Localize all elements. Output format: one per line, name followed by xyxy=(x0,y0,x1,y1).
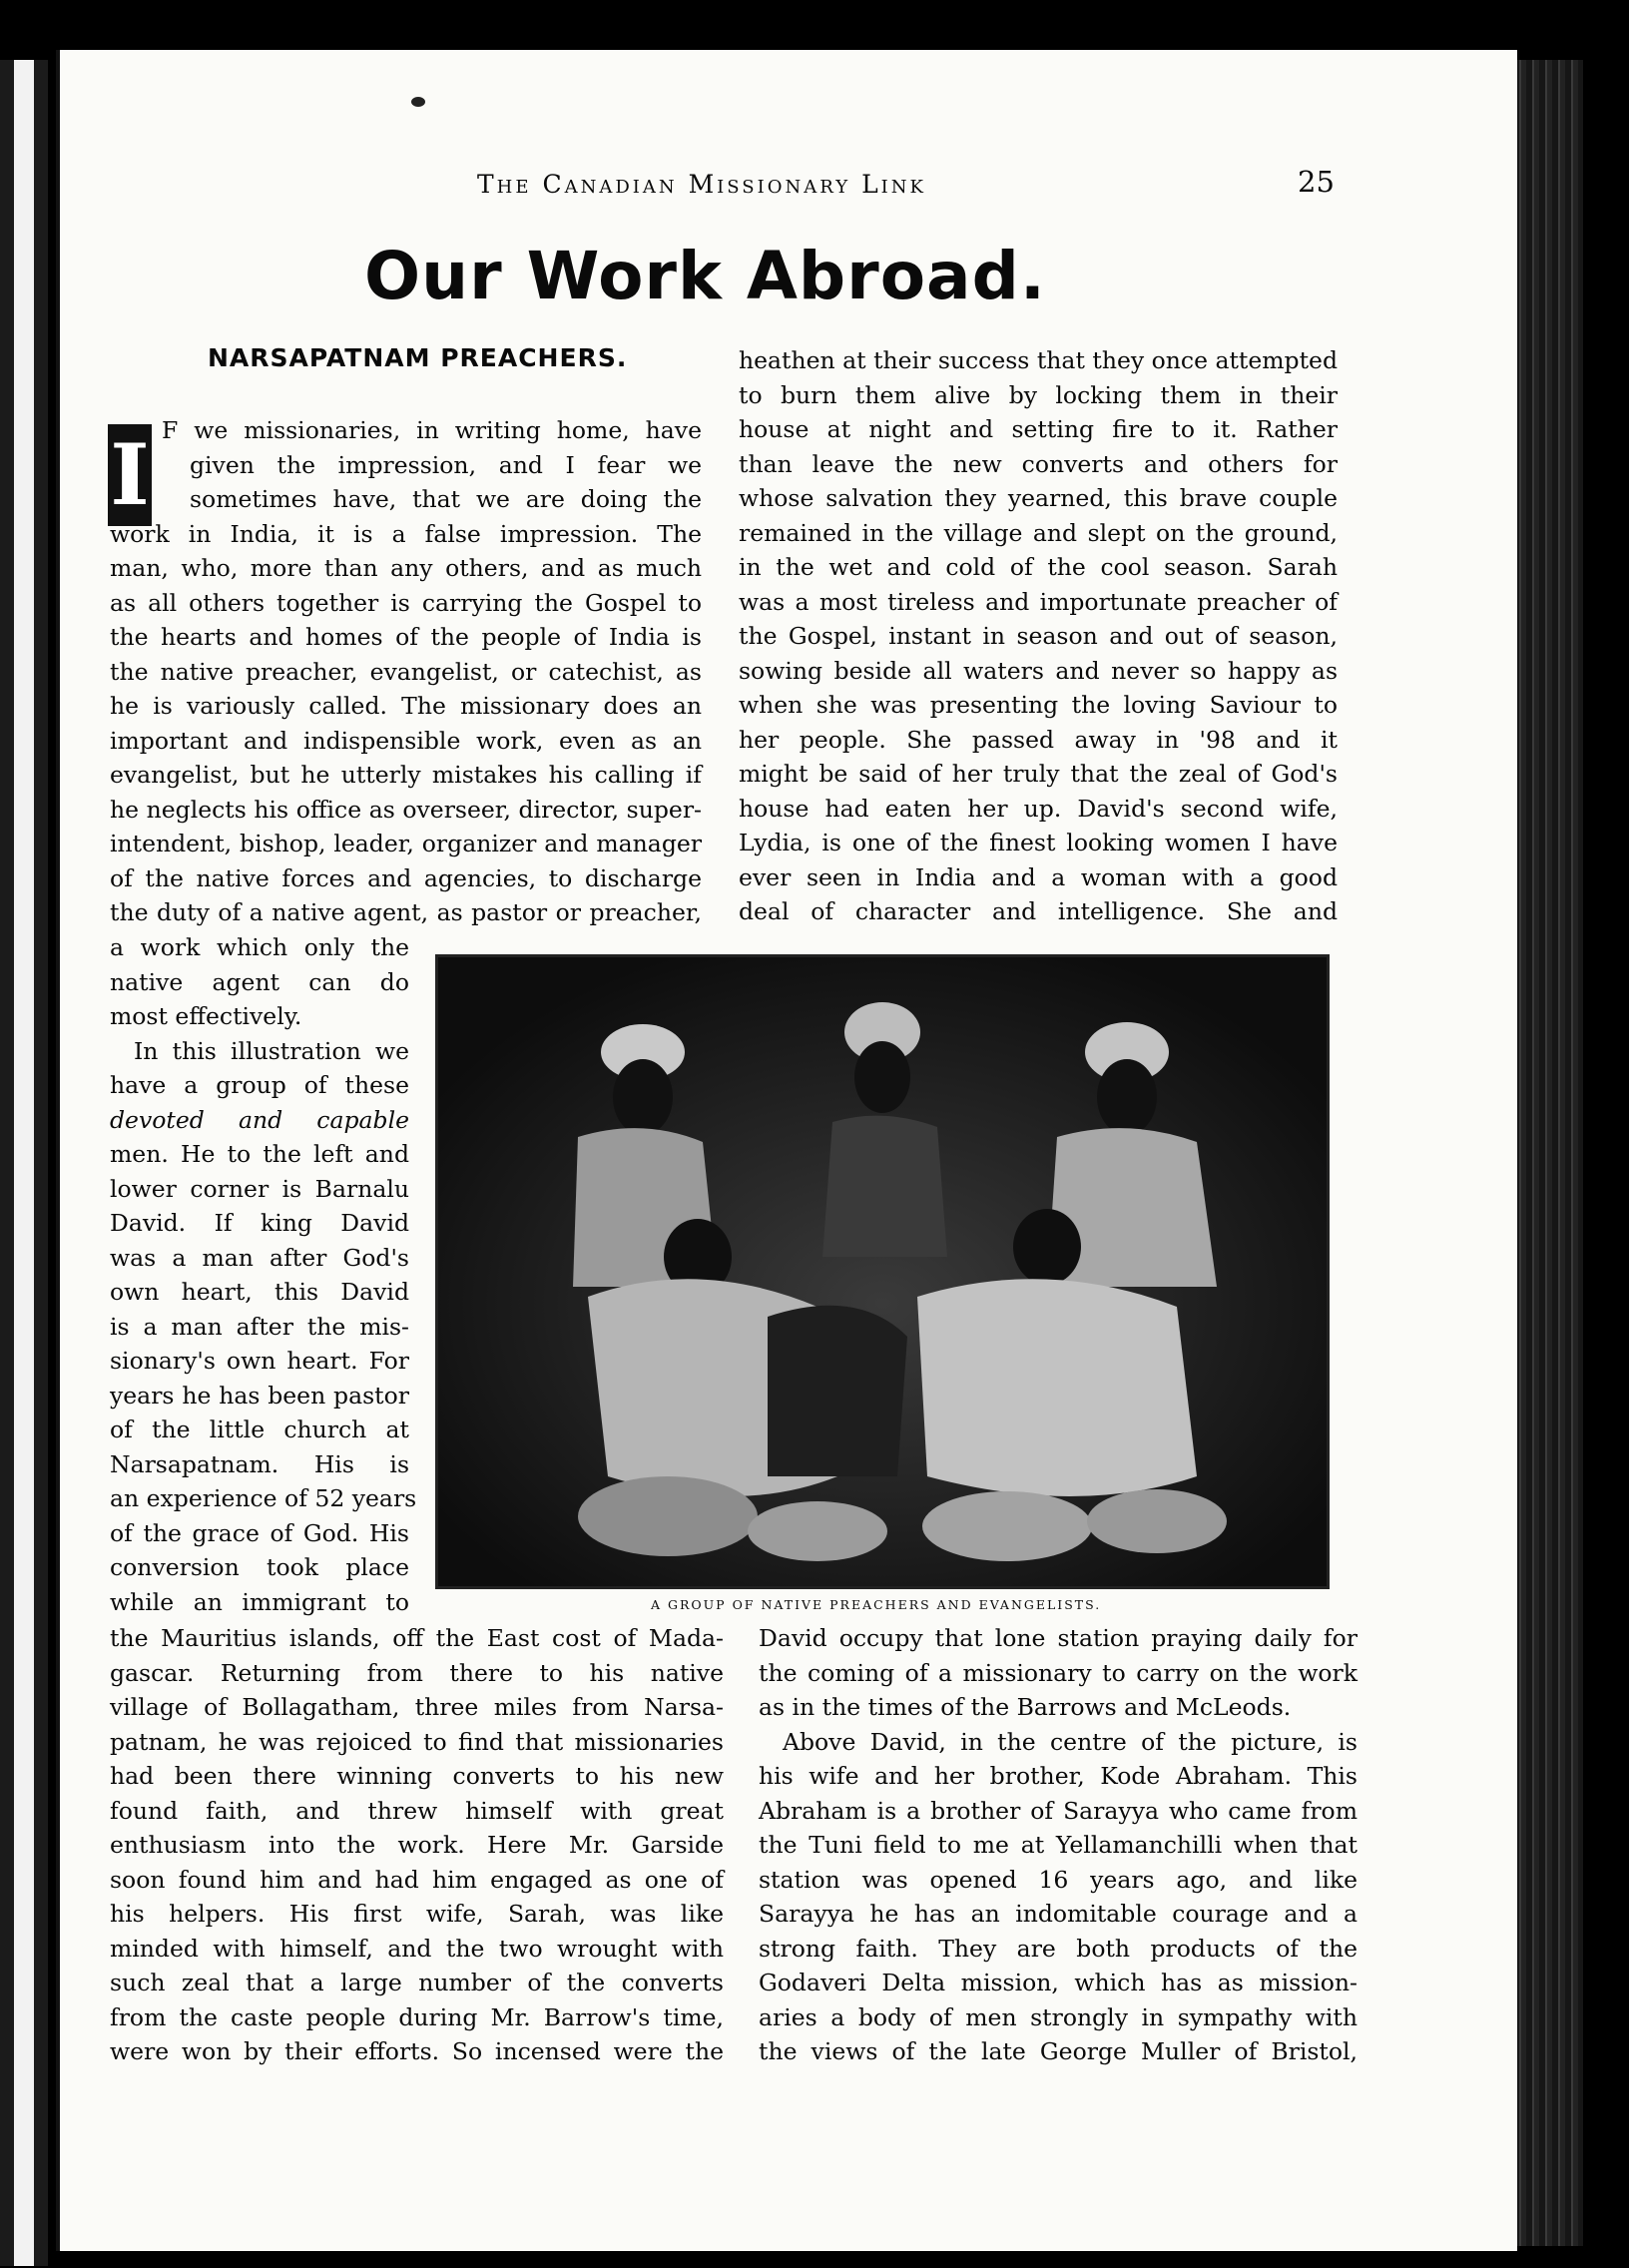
text-line: of the little church at xyxy=(110,1416,409,1443)
text-line: Abraham is a brother of Sarayya who came from xyxy=(759,1796,1358,1825)
text-line: deal of character and intelligence. She and xyxy=(739,897,1338,925)
text-line: years he has been pastor xyxy=(110,1381,409,1410)
facing-page-edge xyxy=(0,60,48,2266)
text-line: men. He to the left and xyxy=(110,1140,409,1168)
text-line: work in India, it is a false impression. The xyxy=(110,519,702,548)
text-line: from the caste people during Mr. Barrow's time, xyxy=(110,2002,724,2031)
text-line: F we missionaries, in writing home, have xyxy=(162,416,702,444)
text-line: In this illustration we xyxy=(134,1036,409,1065)
text-line: patnam, he was rejoiced to find that missionaries xyxy=(110,1727,724,1756)
text-line: was a most tireless and importunate preacher of xyxy=(739,587,1338,616)
text-line: sowing beside all waters and never so happy as xyxy=(739,656,1338,685)
text-line: house had eaten her up. David's second wife, xyxy=(739,794,1338,823)
text-line: soon found him and had him engaged as one of xyxy=(110,1865,724,1894)
text-line: sionary's own heart. For xyxy=(110,1347,409,1375)
left-column-narrow xyxy=(110,930,417,1619)
text-line: in the wet and cold of the cool season. Sarah xyxy=(739,553,1338,581)
text-line: the Mauritius islands, off the East cost of Mada- xyxy=(110,1624,724,1652)
text-line: to burn them alive by locking them in their xyxy=(739,380,1338,409)
text-line: he neglects his office as overseer, director, super- xyxy=(110,795,702,824)
text-line: Lydia, is one of the finest looking women I have xyxy=(739,829,1338,856)
text-line: a work which only the xyxy=(110,933,409,961)
text-line: such zeal that a large number of the converts xyxy=(110,1969,724,1996)
text-line: Sarayya he has an indomitable courage and a xyxy=(759,1900,1358,1928)
text-line: David. If king David xyxy=(110,1209,409,1237)
text-line: lower corner is Barnalu xyxy=(110,1174,409,1203)
text-line: than leave the new converts and others for xyxy=(739,449,1338,478)
text-line: Godaveri Delta mission, which has as mission- xyxy=(759,1969,1358,1996)
article-heading: NARSAPATNAM PREACHERS. xyxy=(208,343,628,372)
text-line: remained in the village and slept on the ground, xyxy=(739,518,1338,547)
text-line: intendent, bishop, leader, organizer and manager xyxy=(110,830,702,857)
text-line: conversion took place xyxy=(110,1553,409,1581)
text-line: important and indispensible work, even as an xyxy=(110,726,702,755)
text-line: the Gospel, instant in season and out of season, xyxy=(739,622,1338,650)
text-line: were won by their efforts. So incensed were the xyxy=(110,2037,724,2065)
text-line: of the grace of God. His xyxy=(110,1518,409,1547)
text-line: might be said of her truly that the zeal of God's xyxy=(739,760,1338,788)
drop-cap: I xyxy=(108,424,152,526)
text-line: Narsapatnam. His is xyxy=(110,1449,409,1478)
text-line: the views of the late George Muller of Bristol, xyxy=(759,2037,1358,2065)
text-line: evangelist, but he utterly mistakes his calling if xyxy=(110,761,702,789)
photo-caption: A GROUP OF NATIVE PREACHERS AND EVANGELISTS. xyxy=(651,1597,1102,1612)
text-line: the Tuni field to me at Yellamanchilli when that xyxy=(759,1831,1358,1859)
text-line: her people. She passed away in '98 and it xyxy=(739,725,1338,754)
text-line: sometimes have, that we are doing the xyxy=(190,485,702,513)
text-line: while an immigrant to xyxy=(110,1587,409,1616)
text-line: Above David, in the centre of the picture, is xyxy=(783,1727,1358,1756)
text-line: ever seen in India and a woman with a good xyxy=(739,862,1338,891)
text-line: as in the times of the Barrows and McLeods. xyxy=(759,1693,1292,1721)
text-line: as all others together is carrying the Gospel to xyxy=(110,588,702,617)
text-line: when she was presenting the loving Saviour to xyxy=(739,691,1338,719)
text-line: have a group of these xyxy=(110,1071,409,1099)
text-line: an experience of 52 years xyxy=(110,1484,417,1512)
text-line: house at night and setting fire to it. Rather xyxy=(739,415,1338,443)
left-column-bottom xyxy=(110,1621,724,2069)
text-line: his helpers. His first wife, Sarah, was like xyxy=(110,1900,724,1928)
text-line: most effectively. xyxy=(110,1002,302,1030)
text-line: man, who, more than any others, and as much xyxy=(110,554,702,582)
text-line: found faith, and threw himself with great xyxy=(110,1796,724,1825)
text-line: strong faith. They are both products of the xyxy=(759,1934,1358,1963)
text-line: was a man after God's xyxy=(110,1243,409,1272)
book-spine-edge xyxy=(1513,60,1583,2246)
text-line: his wife and her brother, Kode Abraham. This xyxy=(759,1762,1358,1790)
ink-smudge xyxy=(409,95,431,109)
text-line: of the native forces and agencies, to discharge xyxy=(110,863,702,892)
text-line: given the impression, and I fear we xyxy=(190,450,702,479)
group-photograph xyxy=(435,954,1330,1589)
text-line: station was opened 16 years ago, and like xyxy=(759,1865,1358,1894)
text-line: the hearts and homes of the people of India is xyxy=(110,623,702,651)
text-line: David occupy that lone station praying daily for xyxy=(759,1624,1358,1652)
text-line: the native preacher, evangelist, or catechist, as xyxy=(110,657,702,686)
right-column-bottom xyxy=(759,1621,1358,2069)
right-column-top xyxy=(739,343,1338,929)
text-line: whose salvation they yearned, this brave couple xyxy=(739,484,1338,512)
running-title: The Canadian Missionary Link xyxy=(477,170,926,199)
page-number: 25 xyxy=(1298,165,1335,199)
text-line: village of Bollagatham, three miles from Narsa- xyxy=(110,1693,724,1721)
text-line: had been there winning converts to his new xyxy=(110,1762,724,1790)
section-title: Our Work Abroad. xyxy=(364,238,1046,314)
text-line: the coming of a missionary to carry on the work xyxy=(759,1658,1358,1687)
text-line: enthusiasm into the work. Here Mr. Garside xyxy=(110,1831,724,1859)
text-line: native agent can do xyxy=(110,967,409,996)
text-line: is a man after the mis- xyxy=(110,1312,409,1341)
text-line: devoted and capable xyxy=(110,1105,409,1134)
text-line: gascar. Returning from there to his native xyxy=(110,1658,724,1687)
left-column-top xyxy=(110,413,702,930)
text-line: minded with himself, and the two wrought with xyxy=(110,1934,724,1963)
text-line: he is variously called. The missionary does an xyxy=(110,692,702,720)
text-line: heathen at their success that they once attempted xyxy=(739,346,1338,374)
text-line: aries a body of men strongly in sympathy with xyxy=(759,2002,1358,2031)
text-line: own heart, this David xyxy=(110,1278,409,1306)
text-line: the duty of a native agent, as pastor or preacher, xyxy=(110,898,702,926)
